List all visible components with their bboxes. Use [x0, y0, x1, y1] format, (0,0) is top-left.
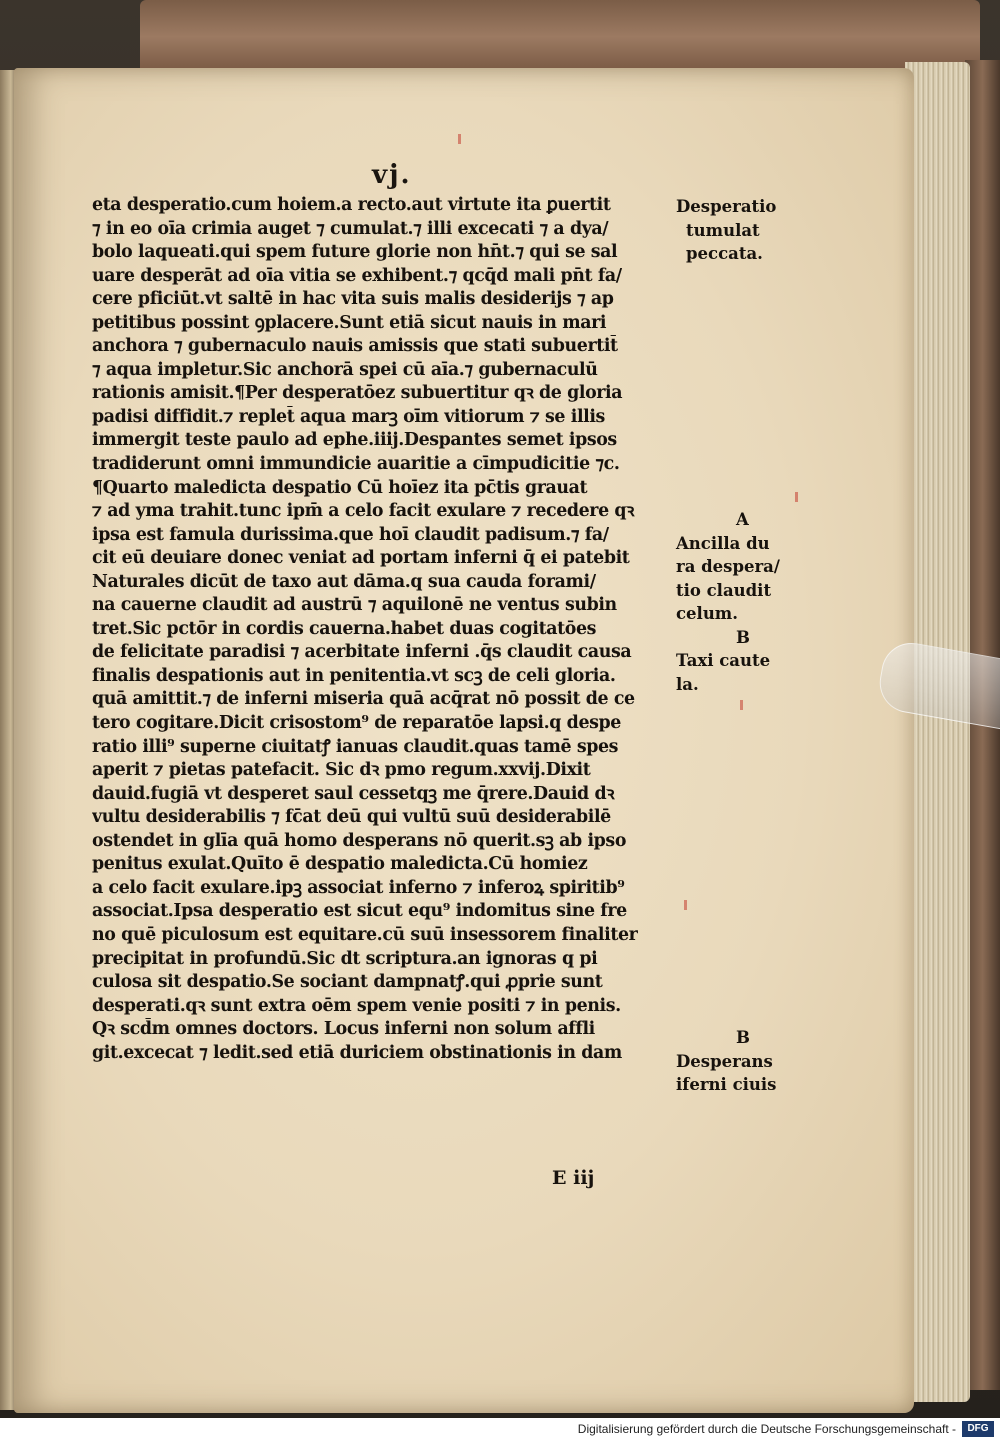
margin-note-line: ra despera/ [676, 557, 780, 576]
text-line: finalis despationis aut in penitentia.vt scꝫ de celi gloria. [92, 665, 616, 686]
text-line: ¶Quarto maledicta despatio Cū hoīez ita pc̄tis grauat [92, 477, 588, 498]
text-line: rationis amisit.¶Per desperatōez subuertitur qꝛ de gloria [92, 383, 623, 404]
margin-note-desperatio [676, 195, 776, 266]
margin-note-line: Ancilla du [676, 533, 770, 553]
text-line: uare desperāt ad oīa vitia se exhibent.⁊ qcq̄d mali pn̄t fa/ [92, 265, 622, 286]
text-line: anchora ⁊ gubernaculo nauis amissis que stati subuertit̄ [92, 336, 618, 357]
text-line: Naturales dicūt de taxo aut dāma.q sua cauda forami/ [92, 571, 596, 592]
text-line: cere pficiūt.vt saltē in hac vita suis malis desiderijs ⁊ ap [92, 289, 614, 310]
text-line: na cauerne claudit ad austrū ⁊ aquilonē ne ventus subin [92, 595, 617, 616]
quire-signature: E iij [552, 1167, 595, 1189]
text-line: git.excecat ⁊ ledit.sed etiā duriciem obstinationis in dam [92, 1042, 622, 1063]
footer-bar [0, 1418, 1000, 1442]
text-line: immergit teste paulo ad ephe.iiij.Despantes semet ipsos [92, 430, 617, 451]
text-line: petitibus possint ꝯplacere.Sunt etiā sicut nauis in mari [92, 312, 607, 333]
text-line: de felicitate paradisi ⁊ acerbitate inferni .q̄s claudit causa [92, 642, 632, 663]
margin-note-line: Taxi caute [676, 651, 771, 670]
body-text [92, 194, 672, 1065]
margin-note-line: celum. [676, 604, 739, 623]
margin-note-marker: B [736, 1028, 750, 1047]
text-line: associat.Ipsa desperatio est sicut equ⁹ indomitus sine fre [92, 901, 627, 922]
text-line: precipitat in profundū.Sic dt scriptura.an ignoras q pi [92, 948, 598, 969]
margin-note-line: Desperans [676, 1051, 773, 1071]
text-line: culosa sit despatio.Se sociant dampnatꝭ.qui ꝓprie sunt [92, 972, 603, 993]
margin-note-line: peccata. [686, 244, 763, 263]
text-line: ostendet in glīa quā homo desperans nō querit.sꝫ ab ipso [92, 830, 627, 851]
text-line: ⁊ aqua impletur.Sic anchorā spei cū aīa.⁊ gubernaculū [92, 359, 598, 380]
rubrication-mark [458, 134, 461, 144]
page-edges [905, 62, 970, 1402]
text-line: cit eū deuiare donec veniat ad portam inferni q̄ ei patebit [92, 548, 630, 569]
text-line: ⁊ in eo oīa crimia auget ⁊ cumulat.⁊ illi excecati ⁊ a dya/ [92, 218, 609, 239]
rubrication-mark [740, 700, 743, 710]
margin-note-line: la. [676, 674, 699, 694]
rubrication-mark [684, 900, 687, 910]
funding-credit: Digitalisierung gefördert durch die Deutsche Forschungsgemeinschaft - [577, 1422, 956, 1436]
text-line: tret.Sic pctōr in cordis cauerna.habet duas cogitatōes [92, 618, 596, 639]
text-line: penitus exulat.Quīto ē despatio maledicta.Cū homiez [92, 854, 588, 875]
text-line: eta desperatio.cum hoiem.a recto.aut virtute ita ꝑuertit [92, 195, 611, 215]
margin-note-marker: B [736, 627, 750, 647]
margin-note-desperans [676, 1026, 776, 1097]
margin-note-line: Desperatio [676, 197, 777, 216]
text-line: tradiderunt omni immundicie auaritie a cīmpudicitie ⁊c. [92, 454, 620, 475]
page-number: vj. [372, 160, 412, 190]
margin-note-line: tio claudit [676, 580, 772, 600]
text-line: ⁊ ad yma trahit.tunc ipm̄ a celo facit exulare ⁊ recedere qꝛ [92, 501, 634, 522]
text-line: bolo laqueati.qui spem future glorie non hn̄t.⁊ qui se sal [92, 242, 618, 263]
text-line: desperati.qꝛ sunt extra oēm spem venie positi ⁊ in penis. [92, 995, 621, 1016]
rubrication-mark [795, 492, 798, 502]
text-line: no quē piculosum est equitare.cū suū insessorem finaliter [92, 924, 638, 945]
text-line: tero cogitare.Dicit crisostom⁹ de reparatōe lapsi.q despe [92, 713, 621, 734]
text-line: vultu desiderabilis ⁊ fc̄at deū qui vultū suū desiderabilē [92, 807, 611, 828]
text-line: padisi diffidit.⁊ replet̄ aqua marꝫ oīm vitiorum ⁊ se illis [92, 406, 605, 427]
text-line: dauid.fugiā vt desperet saul cessetqꝫ me q̄rere.Dauid dꝛ [92, 783, 615, 804]
text-line: Qꝛ scd̄m omnes doctors. Locus inferni non solum affli [92, 1019, 595, 1040]
margin-note-line: iferni ciuis [676, 1075, 777, 1094]
text-line: a celo facit exulare.ipꝫ associat inferno ⁊ inferoꝝ spiritib⁹ [92, 877, 625, 898]
text-line: ipsa est famula durissima.que hoī claudit padisum.⁊ fa/ [92, 524, 609, 545]
margin-note-line: tumulat [686, 220, 760, 240]
text-line: quā amittit.⁊ de inferni miseria quā acq̄rat nō possit de ce [92, 689, 635, 710]
dfg-logo: DFG [962, 1421, 994, 1437]
text-line: ratio illi⁹ superne ciuitatꝭ ianuas claudit.quas tamē spes [92, 736, 619, 757]
margin-note-marker: A [736, 510, 749, 529]
margin-note-ancilla [676, 508, 780, 696]
text-line: aperit ⁊ pietas patefacit. Sic dꝛ pmo regum.xxvij.Dixit [92, 760, 591, 781]
